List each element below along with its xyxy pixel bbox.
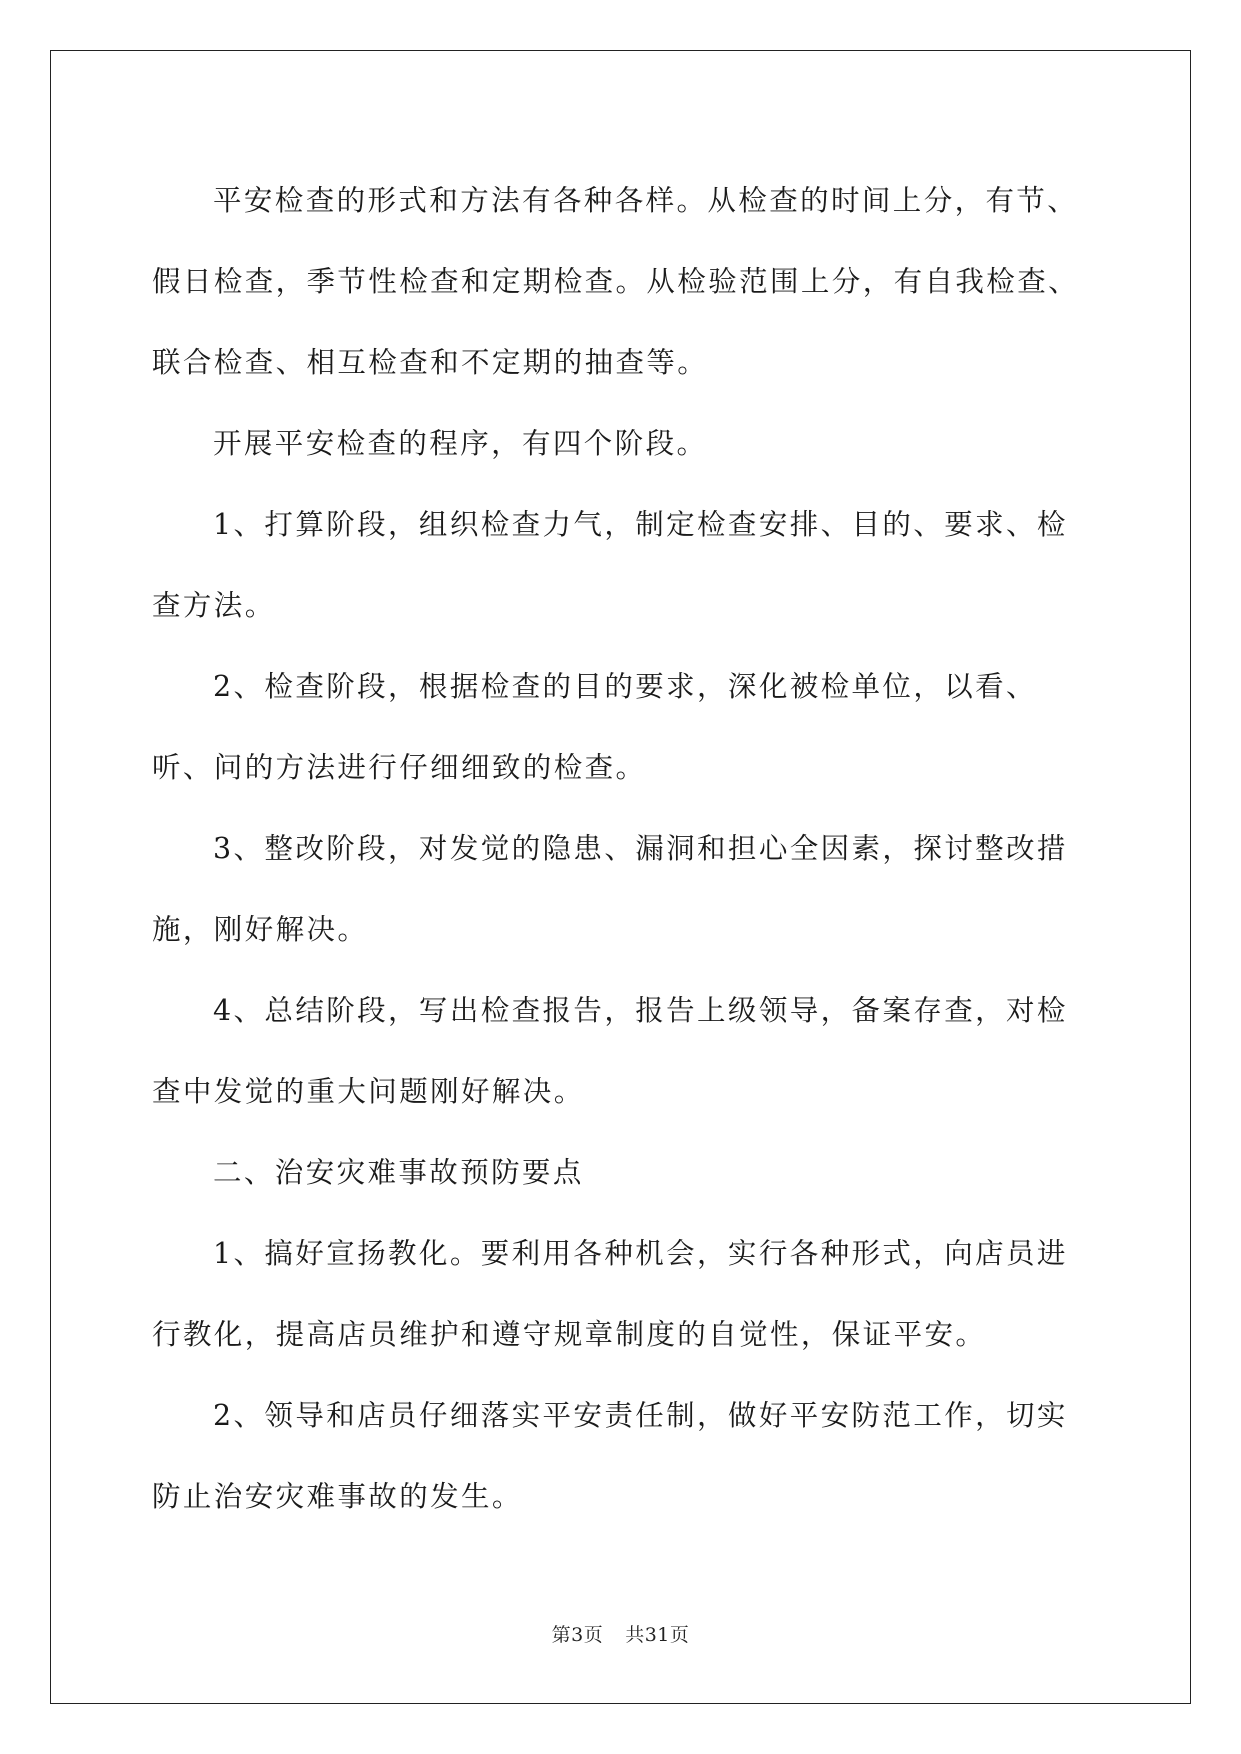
paragraph-prevention-1: 1、搞好宣扬教化。要利用各种机会，实行各种形式，向店员进行教化，提高店员维护和遵守规章制度的自觉性，保证平安。 [152, 1237, 1068, 1351]
paragraph-stage-4: 4、总结阶段，写出检查报告，报告上级领导，备案存查，对检查中发觉的重大问题刚好解决。 [152, 994, 1068, 1108]
paragraph-stage-1: 1、打算阶段，组织检查力气，制定检查安排、目的、要求、检查方法。 [152, 508, 1068, 622]
paragraph-inspection-procedure: 开展平安检查的程序，有四个阶段。 [213, 427, 708, 460]
page-number-total: 共31页 [625, 1624, 690, 1646]
paragraph-inspection-forms: 平安检查的形式和方法有各种各样。从检查的时间上分，有节、假日检查，季节性检查和定期检查。从检验范围上分，有自我检查、联合检查、相互检查和不定期的抽查等。 [152, 184, 1080, 379]
section-heading-prevention: 二、治安灾难事故预防要点 [213, 1156, 584, 1189]
paragraph-stage-2: 2、检查阶段，根据检查的目的要求，深化被检单位，以看、听、问的方法进行仔细细致的检查。 [152, 670, 1037, 784]
paragraph-prevention-2: 2、领导和店员仔细落实平安责任制，做好平安防范工作，切实防止治安灾难事故的发生。 [152, 1399, 1068, 1513]
document-body [152, 160, 1092, 1537]
page-number-current: 第3页 [551, 1624, 604, 1646]
page-footer [0, 1620, 1241, 1647]
paragraph-stage-3: 3、整改阶段，对发觉的隐患、漏洞和担心全因素，探讨整改措施，刚好解决。 [152, 832, 1068, 946]
